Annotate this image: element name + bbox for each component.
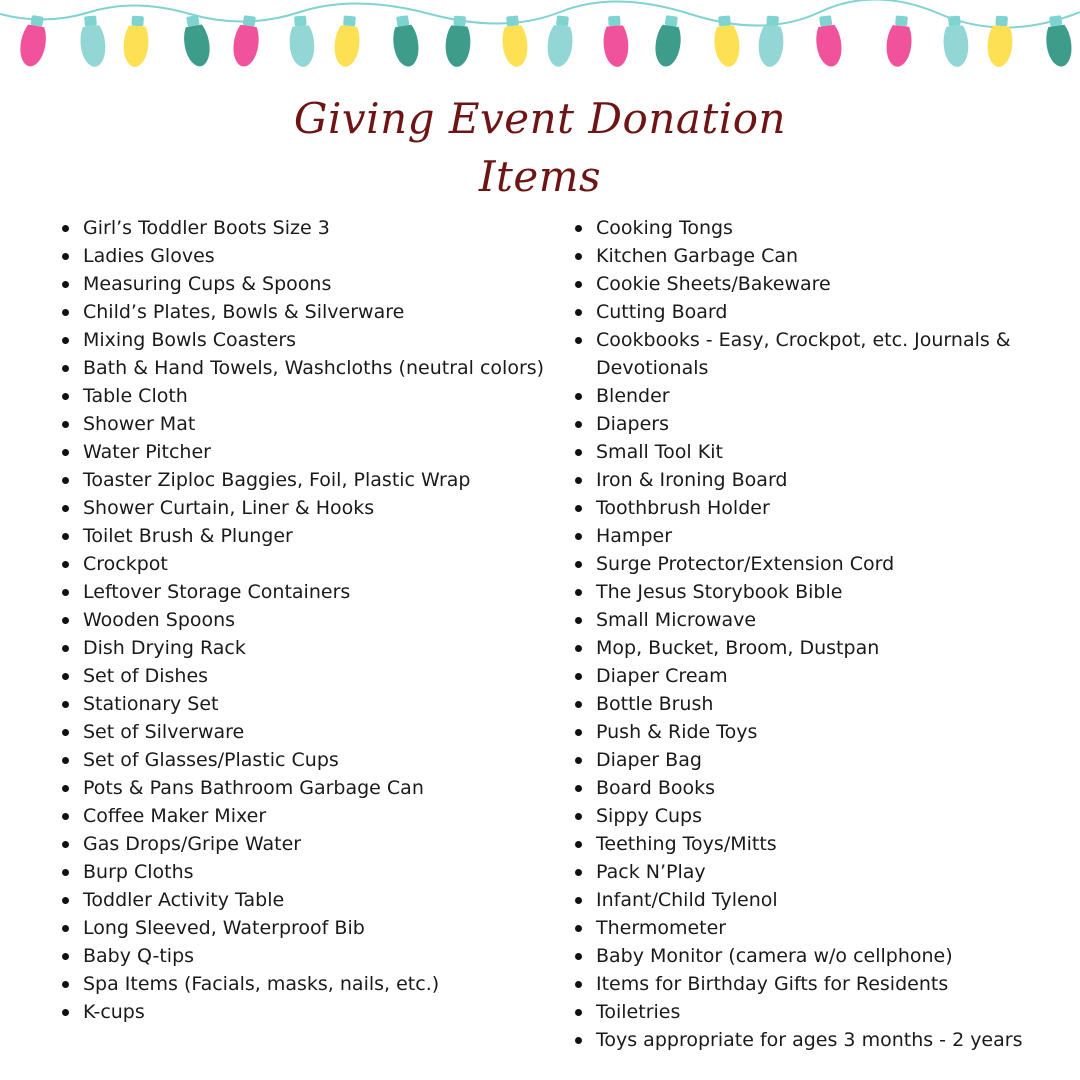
- list-item: Cookbooks - Easy, Crockpot, etc. Journals & Devotionals: [573, 326, 1043, 382]
- list-item: Diaper Cream: [573, 662, 1043, 690]
- list-item: Infant/Child Tylenol: [573, 886, 1043, 914]
- list-item: Toaster Ziploc Baggies, Foil, Plastic Wrap: [60, 466, 560, 494]
- list-item: Thermometer: [573, 914, 1043, 942]
- light-bulb: [653, 14, 684, 68]
- list-item: Baby Q-tips: [60, 942, 560, 970]
- light-bulb: [332, 15, 362, 68]
- list-item: Toys appropriate for ages 3 months - 2 years: [573, 1026, 1043, 1054]
- light-bulb: [390, 14, 421, 68]
- list-item: Toddler Activity Table: [60, 886, 560, 914]
- light-bulb: [444, 15, 472, 68]
- list-item: Spa Items (Facials, masks, nails, etc.): [60, 970, 560, 998]
- light-bulb: [17, 14, 50, 68]
- list-item: Set of Silverware: [60, 718, 560, 746]
- list-item: Sippy Cups: [573, 802, 1043, 830]
- list-item: Bottle Brush: [573, 690, 1043, 718]
- list-item: Pots & Pans Bathroom Garbage Can: [60, 774, 560, 802]
- donation-list-right: [573, 214, 1043, 1054]
- light-bulb: [884, 15, 914, 68]
- donation-list-left: [60, 214, 560, 1026]
- list-item: Measuring Cups & Spoons: [60, 270, 560, 298]
- light-bulb: [180, 14, 213, 68]
- list-item: Small Tool Kit: [573, 438, 1043, 466]
- list-item: Mixing Bowls Coasters: [60, 326, 560, 354]
- page-title: [0, 90, 1080, 206]
- list-item: Cooking Tongs: [573, 214, 1043, 242]
- list-item: Toothbrush Holder: [573, 494, 1043, 522]
- title-line-2: Items: [478, 152, 602, 201]
- list-item: Water Pitcher: [60, 438, 560, 466]
- list-item: Surge Protector/Extension Cord: [573, 550, 1043, 578]
- list-item: Hamper: [573, 522, 1043, 550]
- list-item: Diaper Bag: [573, 746, 1043, 774]
- list-item: Baby Monitor (camera w/o cellphone): [573, 942, 1043, 970]
- light-bulb: [813, 14, 844, 68]
- string-lights-icon: [0, 0, 1080, 80]
- list-item: Leftover Storage Containers: [60, 578, 560, 606]
- list-item: Kitchen Garbage Can: [573, 242, 1043, 270]
- list-item: Push & Ride Toys: [573, 718, 1043, 746]
- light-bulb: [602, 15, 630, 68]
- list-item: Iron & Ironing Board: [573, 466, 1043, 494]
- list-item: Crockpot: [60, 550, 560, 578]
- list-item: Teething Toys/Mitts: [573, 830, 1043, 858]
- list-item: Items for Birthday Gifts for Residents: [573, 970, 1043, 998]
- list-item: Child’s Plates, Bowls & Silverware: [60, 298, 560, 326]
- light-bulb: [545, 15, 575, 68]
- list-item: Table Cloth: [60, 382, 560, 410]
- list-item: Girl’s Toddler Boots Size 3: [60, 214, 560, 242]
- list-item: Ladies Gloves: [60, 242, 560, 270]
- light-bulb: [986, 15, 1014, 68]
- list-item: Pack N’Play: [573, 858, 1043, 886]
- list-item: Set of Dishes: [60, 662, 560, 690]
- list-item: Cutting Board: [573, 298, 1043, 326]
- list-item: Stationary Set: [60, 690, 560, 718]
- list-item: Mop, Bucket, Broom, Dustpan: [573, 634, 1043, 662]
- light-bulb: [288, 15, 316, 68]
- list-item: Wooden Spoons: [60, 606, 560, 634]
- list-item: Diapers: [573, 410, 1043, 438]
- list-item: Bath & Hand Towels, Washcloths (neutral colors): [60, 354, 560, 382]
- list-item: Dish Drying Rack: [60, 634, 560, 662]
- title-line-1: Giving Event Donation: [293, 94, 787, 143]
- list-item: K-cups: [60, 998, 560, 1026]
- list-item: Board Books: [573, 774, 1043, 802]
- list-item: Toiletries: [573, 998, 1043, 1026]
- light-bulb: [78, 15, 108, 68]
- list-item: Gas Drops/Gripe Water: [60, 830, 560, 858]
- light-bulb: [122, 15, 150, 68]
- list-item: Shower Mat: [60, 410, 560, 438]
- list-item: Blender: [573, 382, 1043, 410]
- light-bulb: [712, 15, 742, 68]
- list-item: Set of Glasses/Plastic Cups: [60, 746, 560, 774]
- list-item: Long Sleeved, Waterproof Bib: [60, 914, 560, 942]
- list-item: Burp Cloths: [60, 858, 560, 886]
- list-item: Shower Curtain, Liner & Hooks: [60, 494, 560, 522]
- list-item: The Jesus Storybook Bible: [573, 578, 1043, 606]
- list-item: Coffee Maker Mixer: [60, 802, 560, 830]
- list-item: Toilet Brush & Plunger: [60, 522, 560, 550]
- list-item: Small Microwave: [573, 606, 1043, 634]
- list-item: Cookie Sheets/Bakeware: [573, 270, 1043, 298]
